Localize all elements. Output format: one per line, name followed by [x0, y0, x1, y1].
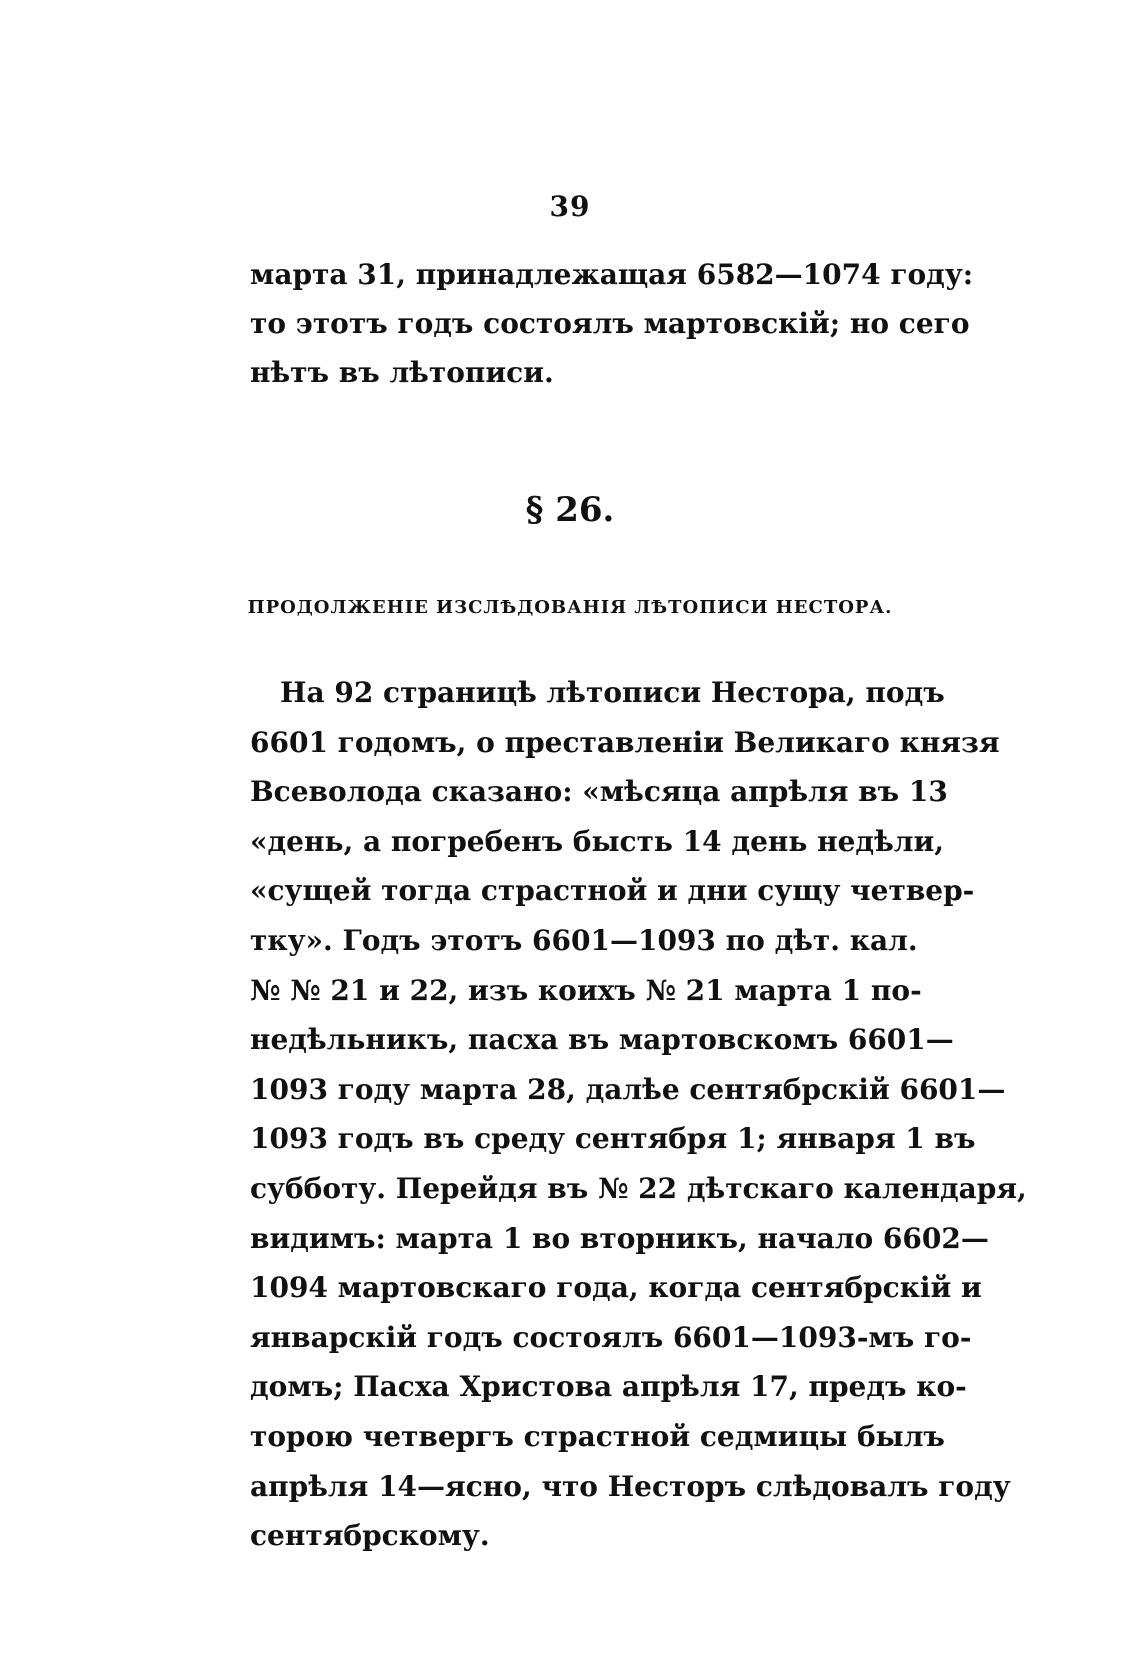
text-line: домъ; Пасха Христова апрѣля 17, предъ ко- — [250, 1370, 967, 1404]
text-line: 1093 годъ въ среду сентября 1; января 1 въ — [250, 1122, 976, 1156]
section-heading: ПРОДОЛЖЕНІЕ ИЗСЛѢДОВАНІЯ ЛѢТОПИСИ НЕСТОРА. — [247, 597, 893, 618]
text-line: нѣтъ въ лѣтописи. — [250, 356, 554, 389]
text-line: «день, а погребенъ бысть 14 день недѣли, — [250, 824, 945, 858]
intro-paragraph — [250, 250, 974, 397]
text-line: торою четвергъ страстной седмицы былъ — [250, 1419, 945, 1453]
text-line: Всеволода сказано: «мѣсяца апрѣля въ 13 — [250, 775, 948, 809]
text-line: видимъ: марта 1 во вторникъ, начало 6602— — [250, 1221, 989, 1255]
text-line: На 92 страницѣ лѣтописи Нестора, подъ — [280, 676, 945, 709]
text-line: январскій годъ состоялъ 6601—1093-мъ го- — [250, 1320, 972, 1354]
page-number: 39 — [549, 190, 591, 223]
text-line: «сущей тогда страстной и дни сущу четвер- — [250, 874, 975, 908]
text-line: № № 21 и 22, изъ коихъ № 21 марта 1 по- — [250, 973, 922, 1007]
text-line: 1093 году марта 28, далѣе сентябрскій 6601— — [250, 1072, 1006, 1106]
text-line: сентябрскому. — [250, 1519, 490, 1553]
body-paragraph — [250, 668, 1027, 1561]
text-line: апрѣля 14—ясно, что Несторъ слѣдовалъ году — [250, 1469, 1011, 1503]
text-line: недѣльникъ, пасха въ мартовскомъ 6601— — [250, 1023, 954, 1057]
text-line: то этотъ годъ состоялъ мартовскій; но сего — [250, 307, 970, 340]
text-line: субботу. Перейдя въ № 22 дѣтскаго календаря, — [250, 1171, 1027, 1205]
text-line: тку». Годъ этотъ 6601—1093 по дѣт. кал. — [250, 923, 918, 957]
text-line: 6601 годомъ, о преставленіи Великаго князя — [250, 725, 1000, 759]
text-line: марта 31, принадлежащая 6582—1074 году: — [250, 258, 974, 291]
section-number: § 26. — [525, 490, 615, 530]
text-line: 1094 мартовскаго года, когда сентябрскій и — [250, 1271, 982, 1305]
